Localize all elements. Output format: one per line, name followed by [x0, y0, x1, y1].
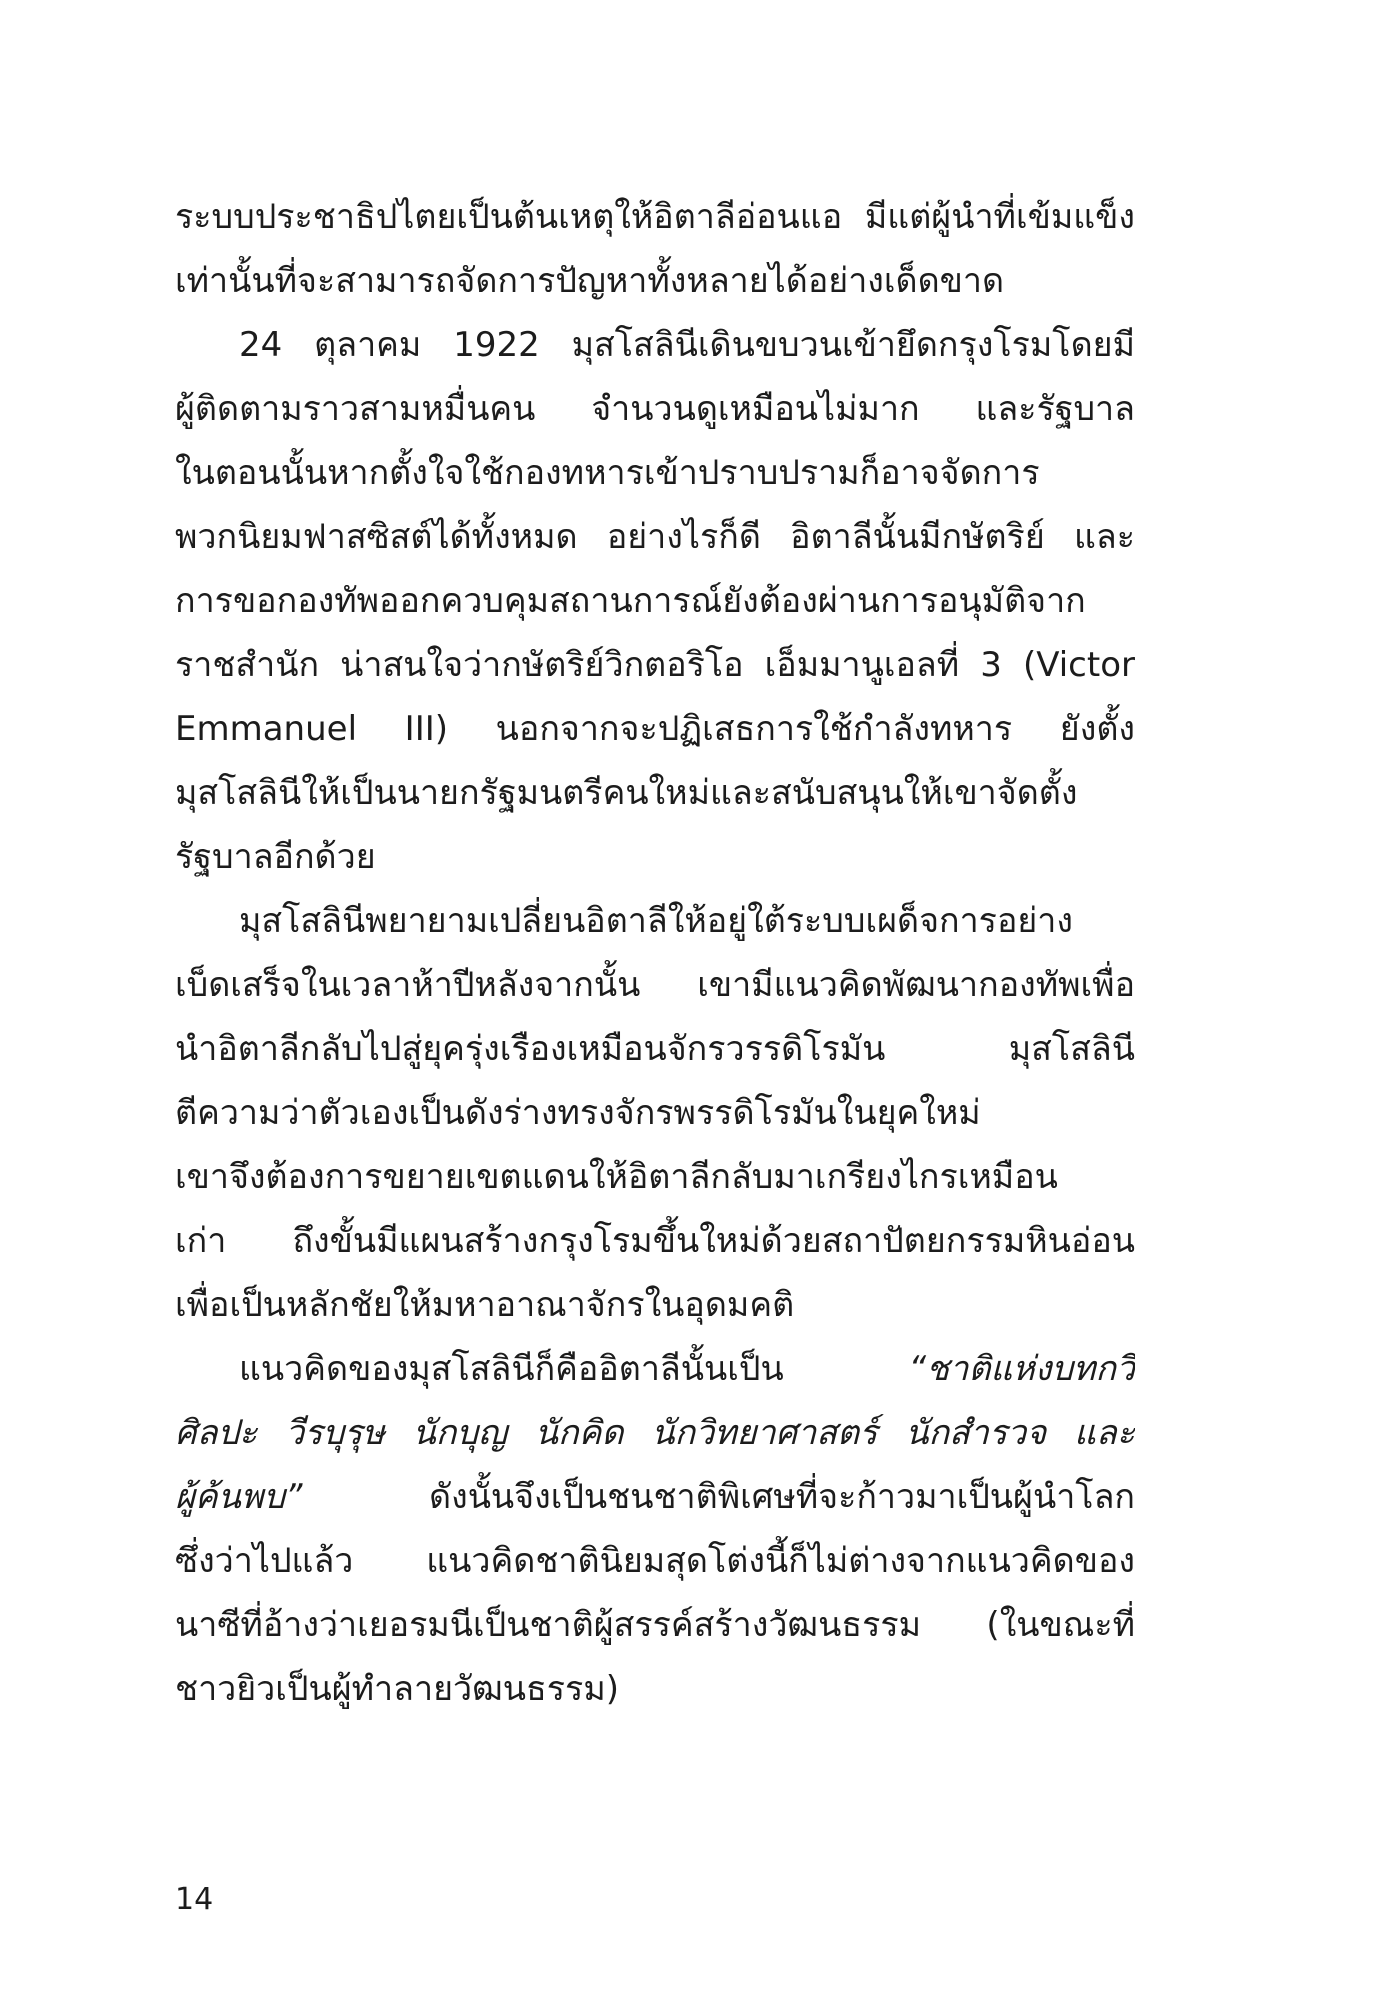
text-line-21	[175, 1465, 1135, 1529]
text-line-1: ระบบประชาธิปไตยเป็นต้นเหตุให้อิตาลีอ่อนแอ มีแต่ผู้นำที่เข้มแข็ง	[175, 197, 1135, 237]
text-line-14: นำอิตาลีกลับไปสู่ยุครุ่งเรืองเหมือนจักรวรรดิโรมัน มุสโสลินี	[175, 1029, 1135, 1069]
text-line-24: ชาวยิวเป็นผู้ทำลายวัฒนธรรม)	[175, 1669, 619, 1709]
text-line-6: พวกนิยมฟาสซิสต์ได้ทั้งหมด อย่างไรก็ดี อิตาลีนั้นมีกษัตริย์ และ	[175, 517, 1135, 557]
text-line-18: เพื่อเป็นหลักชัยให้มหาอาณาจักรในอุดมคติ	[175, 1285, 795, 1325]
quote-italic-1: “ชาติแห่งบทกวี	[908, 1349, 1135, 1389]
body-text	[175, 185, 1135, 1721]
text-line-16: เขาจึงต้องการขยายเขตแดนให้อิตาลีกลับมาเกรียงไกรเหมือน	[175, 1157, 1058, 1197]
text-line-15: ตีความว่าตัวเองเป็นดังร่างทรงจักรพรรดิโรมันในยุคใหม่	[175, 1093, 981, 1133]
text-line-9: Emmanuel III) นอกจากจะปฏิเสธการใช้กำลังทหาร ยังตั้ง	[175, 709, 1135, 749]
text-line-11: รัฐบาลอีกด้วย	[175, 837, 376, 877]
text-line-12: มุสโสลินีพยายามเปลี่ยนอิตาลีให้อยู่ใต้ระบบเผด็จการอย่าง	[239, 901, 1073, 941]
text-line-3: 24 ตุลาคม 1922 มุสโสลินีเดินขบวนเข้ายึดกรุงโรมโดยมี	[239, 325, 1135, 365]
text-line-20: ศิลปะ วีรบุรุษ นักบุญ นักคิด นักวิทยาศาสตร์ นักสำรวจ และ	[175, 1413, 1135, 1453]
text-line-23: นาซีที่อ้างว่าเยอรมนีเป็นชาติผู้สรรค์สร้างวัฒนธรรม (ในขณะที่	[175, 1605, 1135, 1645]
text-line-19	[175, 1337, 1135, 1401]
text-line-7: การขอกองทัพออกควบคุมสถานการณ์ยังต้องผ่านการอนุมัติจาก	[175, 581, 1086, 621]
text-line-21-plain: ดังนั้นจึงเป็นชนชาติพิเศษที่จะก้าวมาเป็นผู้นำโลก	[302, 1477, 1135, 1517]
text-line-19-plain: แนวคิดของมุสโสลินีก็คืออิตาลีนั้นเป็น	[239, 1349, 909, 1389]
text-line-2: เท่านั้นที่จะสามารถจัดการปัญหาทั้งหลายได้อย่างเด็ดขาด	[175, 261, 1005, 301]
text-line-10: มุสโสลินีให้เป็นนายกรัฐมนตรีคนใหม่และสนับสนุนให้เขาจัดตั้ง	[175, 773, 1078, 813]
text-line-13: เบ็ดเสร็จในเวลาห้าปีหลังจากนั้น เขามีแนวคิดพัฒนากองทัพเพื่อ	[175, 965, 1135, 1005]
text-line-4: ผู้ติดตามราวสามหมื่นคน จำนวนดูเหมือนไม่มาก และรัฐบาล	[175, 389, 1135, 429]
quote-italic-3: ผู้ค้นพบ”	[175, 1477, 303, 1517]
text-line-8: ราชสำนัก น่าสนใจว่ากษัตริย์วิกตอริโอ เอ็มมานูเอลที่ 3 (Victor	[175, 645, 1135, 685]
text-line-5: ในตอนนั้นหากตั้งใจใช้กองทหารเข้าปราบปรามก็อาจจัดการ	[175, 453, 1040, 493]
text-line-22: ซึ่งว่าไปแล้ว แนวคิดชาตินิยมสุดโต่งนี้ก็ไม่ต่างจากแนวคิดของ	[175, 1541, 1135, 1581]
page-number: 14	[175, 1882, 214, 1917]
text-line-17: เก่า ถึงขั้นมีแผนสร้างกรุงโรมขึ้นใหม่ด้วยสถาปัตยกรรมหินอ่อน	[175, 1221, 1135, 1261]
